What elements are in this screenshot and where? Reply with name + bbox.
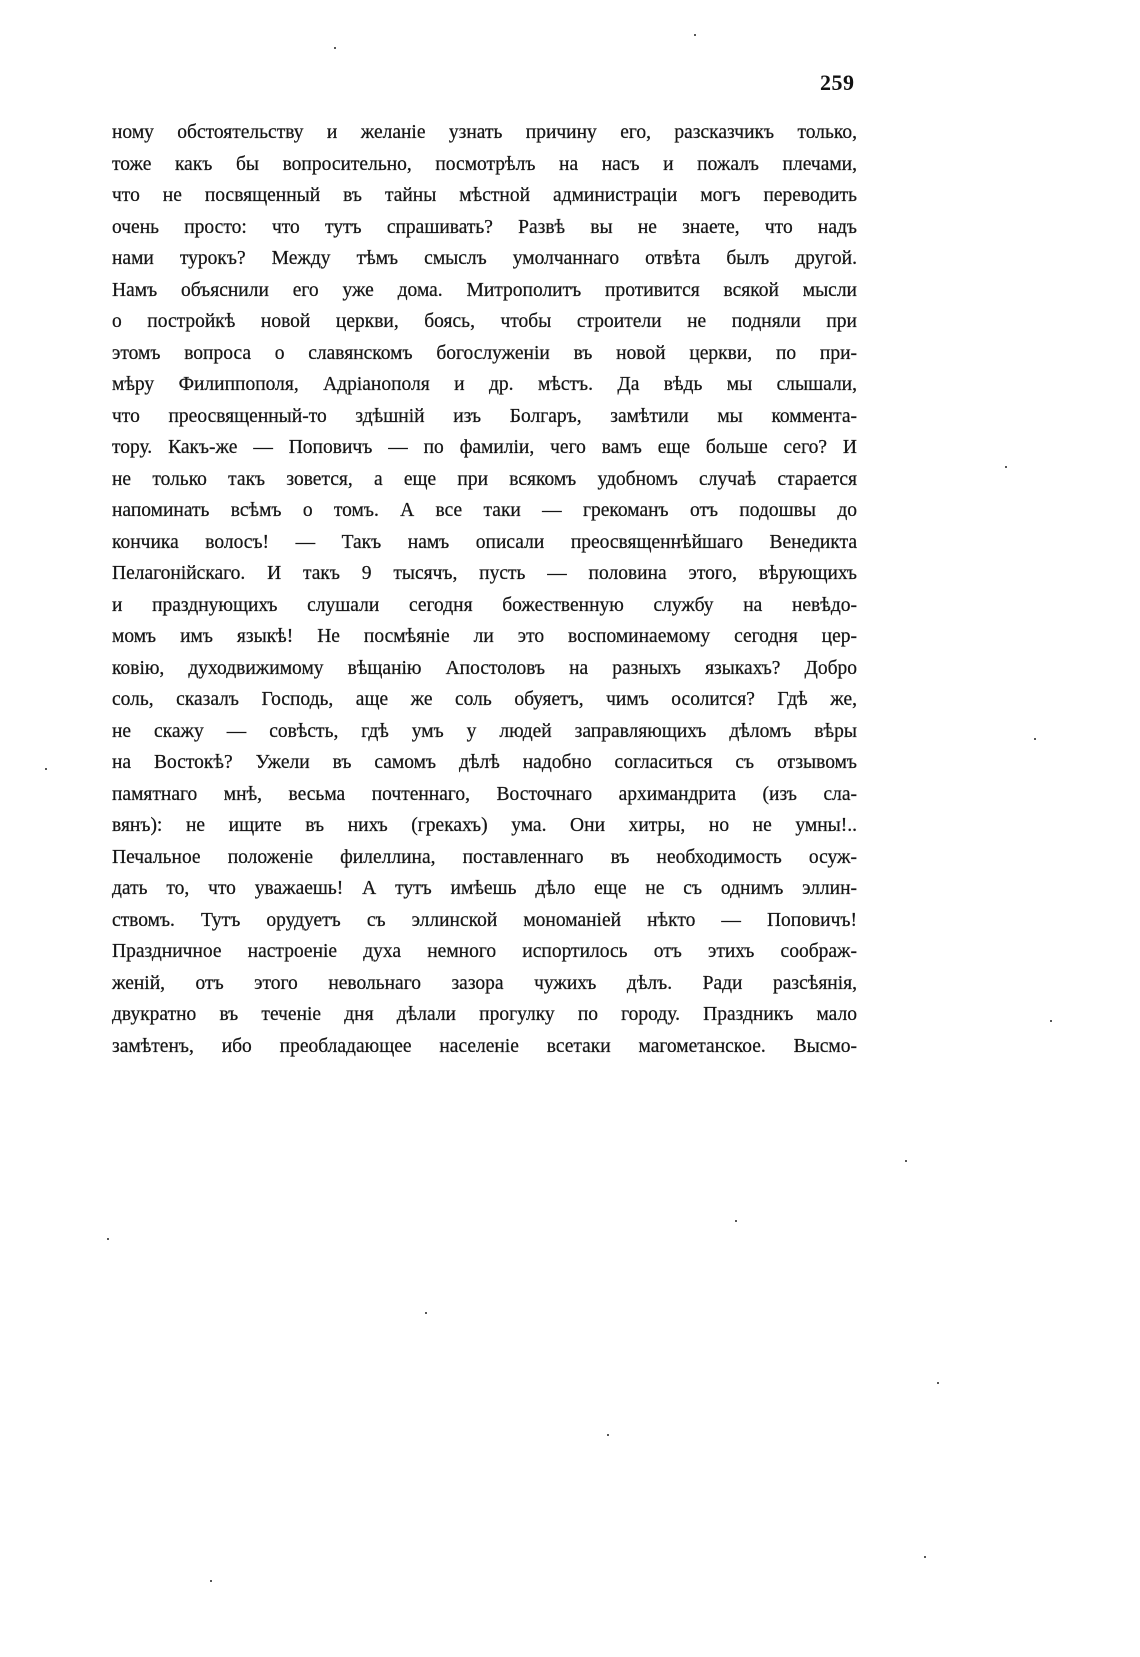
text-line-17: момъ имъ языкѣ! Не посмѣяніе ли это воспоминаемому сегодня цер-	[112, 626, 857, 647]
text-line-26: ствомъ. Тутъ орудуетъ съ эллинской мономаніей нѣкто — Поповичъ!	[112, 909, 857, 931]
scan-speck	[937, 1382, 939, 1384]
scan-speck	[694, 34, 696, 36]
text-line-19: соль, сказалъ Господь, аще же соль обуяетъ, чимъ осолится? Гдѣ же,	[112, 689, 857, 710]
scan-speck	[607, 1434, 609, 1436]
text-line-18: ковію, духодвижимому вѣщанію Апостоловъ на разныхъ языкахъ? Добро	[112, 657, 857, 679]
scan-speck	[1005, 466, 1007, 468]
page-number: 259	[820, 70, 855, 95]
text-line-14: кончика волосъ! — Такъ намъ описали преосвященнѣйшаго Венедикта	[112, 531, 857, 553]
text-line-15: Пелагонійскаго. И такъ 9 тысячъ, пусть — половина этого, вѣрующихъ	[112, 563, 857, 584]
text-line-22: памятнаго мнѣ, весьма почтеннаго, Восточнаго архимандрита (изъ сла-	[112, 783, 857, 805]
scan-speck	[1050, 1020, 1052, 1022]
scan-speck	[45, 768, 47, 770]
scan-speck	[735, 1220, 737, 1222]
body-text	[112, 117, 857, 1062]
text-line-27: Праздничное настроеніе духа немного испортилось отъ этихъ соображ-	[112, 941, 857, 962]
text-line-1: ному обстоятельству и желаніе узнать причину его, разсказчикъ только,	[112, 122, 857, 143]
text-line-6: Намъ объяснили его уже дома. Митрополитъ противится всякой мысли	[112, 279, 857, 301]
scan-speck	[210, 1580, 212, 1582]
text-line-3: что не посвященный въ тайны мѣстной администраціи могъ переводить	[112, 185, 857, 206]
scan-speck	[425, 1312, 427, 1314]
text-line-16: и празднующихъ слушали сегодня божественную службу на невѣдо-	[112, 594, 857, 616]
scan-speck	[905, 1160, 907, 1162]
text-line-11: тору. Какъ-же — Поповичъ — по фамиліи, чего вамъ еще больше сего? И	[112, 437, 857, 458]
text-line-10: что преосвященный-то здѣшній изъ Болгаръ, замѣтили мы коммента-	[112, 405, 857, 427]
scan-speck	[107, 1238, 109, 1240]
text-line-23: вянъ): не ищите въ нихъ (грекахъ) ума. Они хитры, но не умны!..	[112, 815, 857, 836]
text-line-25: дать то, что уважаешь! А тутъ имѣешь дѣло еще не съ однимъ эллин-	[112, 878, 857, 899]
text-line-8: этомъ вопроса о славянскомъ богослуженіи въ новой церкви, по при-	[112, 342, 857, 364]
scan-speck	[334, 47, 336, 49]
text-line-7: о постройкѣ новой церкви, боясь, чтобы строители не подняли при	[112, 311, 857, 332]
text-line-12: не только такъ зовется, а еще при всякомъ удобномъ случаѣ старается	[112, 468, 857, 490]
text-line-4: очень просто: что тутъ спрашивать? Развѣ вы не знаете, что надъ	[112, 216, 857, 238]
text-line-30: замѣтенъ, ибо преобладающее населеніе всетаки магометанское. Высмо-	[112, 1035, 857, 1057]
scan-speck	[1034, 738, 1036, 740]
text-line-21: на Востокѣ? Ужели въ самомъ дѣлѣ надобно согласиться съ отзывомъ	[112, 752, 857, 773]
text-line-9: мѣру Филиппополя, Адріанополя и др. мѣстъ. Да вѣдь мы слышали,	[112, 374, 857, 395]
scan-speck	[924, 1556, 926, 1558]
text-line-13: напоминать всѣмъ о томъ. А все таки — грекоманъ отъ подошвы до	[112, 500, 857, 521]
text-line-28: женій, отъ этого невольнаго зазора чужихъ дѣлъ. Ради разсѣянія,	[112, 972, 857, 994]
text-line-29: двукратно въ теченіе дня дѣлали прогулку по городу. Праздникъ мало	[112, 1004, 857, 1025]
text-line-5: нами турокъ? Между тѣмъ смыслъ умолчаннаго отвѣта былъ другой.	[112, 248, 857, 269]
text-line-20: не скажу — совѣсть, гдѣ умъ у людей заправляющихъ дѣломъ вѣры	[112, 720, 857, 742]
text-line-24: Печальное положеніе филеллина, поставленнаго въ необходимость осуж-	[112, 846, 857, 868]
text-line-2: тоже какъ бы вопросительно, посмотрѣлъ на насъ и пожалъ плечами,	[112, 153, 857, 175]
